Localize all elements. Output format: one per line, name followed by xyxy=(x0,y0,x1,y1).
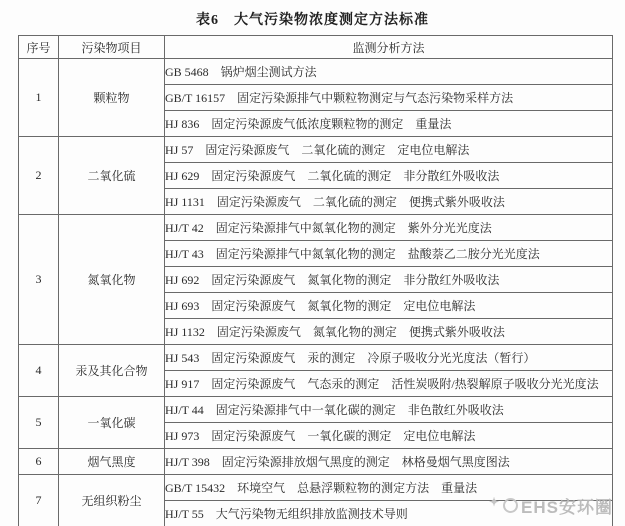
table-row xyxy=(19,59,613,85)
method-cell: HJ 973 固定污染源废气 一氧化碳的测定 定电位电解法 xyxy=(165,423,613,449)
method-cell: HJ 836 固定污染源废气低浓度颗粒物的测定 重量法 xyxy=(165,111,613,137)
pollutant-cell: 颗粒物 xyxy=(59,59,165,137)
pollutant-cell: 氮氧化物 xyxy=(59,215,165,345)
table-row xyxy=(19,475,613,501)
table-row xyxy=(19,449,613,475)
method-cell: GB 5468 锅炉烟尘测试方法 xyxy=(165,59,613,85)
method-cell: HJ 917 固定污染源废气 气态汞的测定 活性炭吸附/热裂解原子吸收分光光度法 xyxy=(165,371,613,397)
pollutant-methods-table xyxy=(18,35,613,526)
pollutant-cell: 无组织粉尘 xyxy=(59,475,165,526)
row-number-cell: 5 xyxy=(19,397,59,449)
method-cell: HJ 692 固定污染源废气 氮氧化物的测定 非分散红外吸收法 xyxy=(165,267,613,293)
pollutant-cell: 烟气黑度 xyxy=(59,449,165,475)
pollutant-cell: 汞及其化合物 xyxy=(59,345,165,397)
header-no: 序号 xyxy=(19,36,59,59)
method-cell: GB/T 15432 环境空气 总悬浮颗粒物的测定方法 重量法 xyxy=(165,475,613,501)
header-row xyxy=(19,36,613,59)
method-cell: HJ 1131 固定污染源废气 二氧化硫的测定 便携式紫外吸收法 xyxy=(165,189,613,215)
method-cell: HJ/T 398 固定污染源排放烟气黑度的测定 林格曼烟气黑度图法 xyxy=(165,449,613,475)
row-number-cell: 3 xyxy=(19,215,59,345)
watermark-label: EHS安环圈 xyxy=(521,498,613,517)
row-number-cell: 7 xyxy=(19,475,59,526)
method-cell: HJ/T 44 固定污染源排气中一氧化碳的测定 非色散红外吸收法 xyxy=(165,397,613,423)
method-cell: HJ/T 55 大气污染物无组织排放监测技术导则 xyxy=(165,501,613,526)
table-title: 表6 大气污染物浓度测定方法标准 xyxy=(196,13,429,28)
method-cell: HJ/T 42 固定污染源排气中氮氧化物的测定 紫外分光光度法 xyxy=(165,215,613,241)
pollutant-cell: 二氧化硫 xyxy=(59,137,165,215)
method-cell: HJ 693 固定污染源废气 氮氧化物的测定 定电位电解法 xyxy=(165,293,613,319)
row-number-cell: 2 xyxy=(19,137,59,215)
sparkle-icon: ✦ xyxy=(488,494,501,509)
pollutant-cell: 一氧化碳 xyxy=(59,397,165,449)
method-cell: HJ 543 固定污染源废气 汞的测定 冷原子吸收分光光度法（暂行） xyxy=(165,345,613,371)
header-pollutant: 污染物项目 xyxy=(59,36,165,59)
table-row xyxy=(19,137,613,163)
header-method: 监测分析方法 xyxy=(165,36,613,59)
row-number-cell: 1 xyxy=(19,59,59,137)
method-cell: HJ 629 固定污染源废气 二氧化硫的测定 非分散红外吸收法 xyxy=(165,163,613,189)
table-row xyxy=(19,345,613,371)
row-number-cell: 6 xyxy=(19,449,59,475)
table-row xyxy=(19,215,613,241)
row-number-cell: 4 xyxy=(19,345,59,397)
method-cell: GB/T 16157 固定污染源排气中颗粒物测定与气态污染物采样方法 xyxy=(165,85,613,111)
method-cell: HJ/T 43 固定污染源排气中氮氧化物的测定 盐酸萘乙二胺分光光度法 xyxy=(165,241,613,267)
method-cell: HJ 1132 固定污染源废气 氮氧化物的测定 便携式紫外吸收法 xyxy=(165,319,613,345)
table-row xyxy=(19,397,613,423)
method-cell: HJ 57 固定污染源废气 二氧化硫的测定 定电位电解法 xyxy=(165,137,613,163)
